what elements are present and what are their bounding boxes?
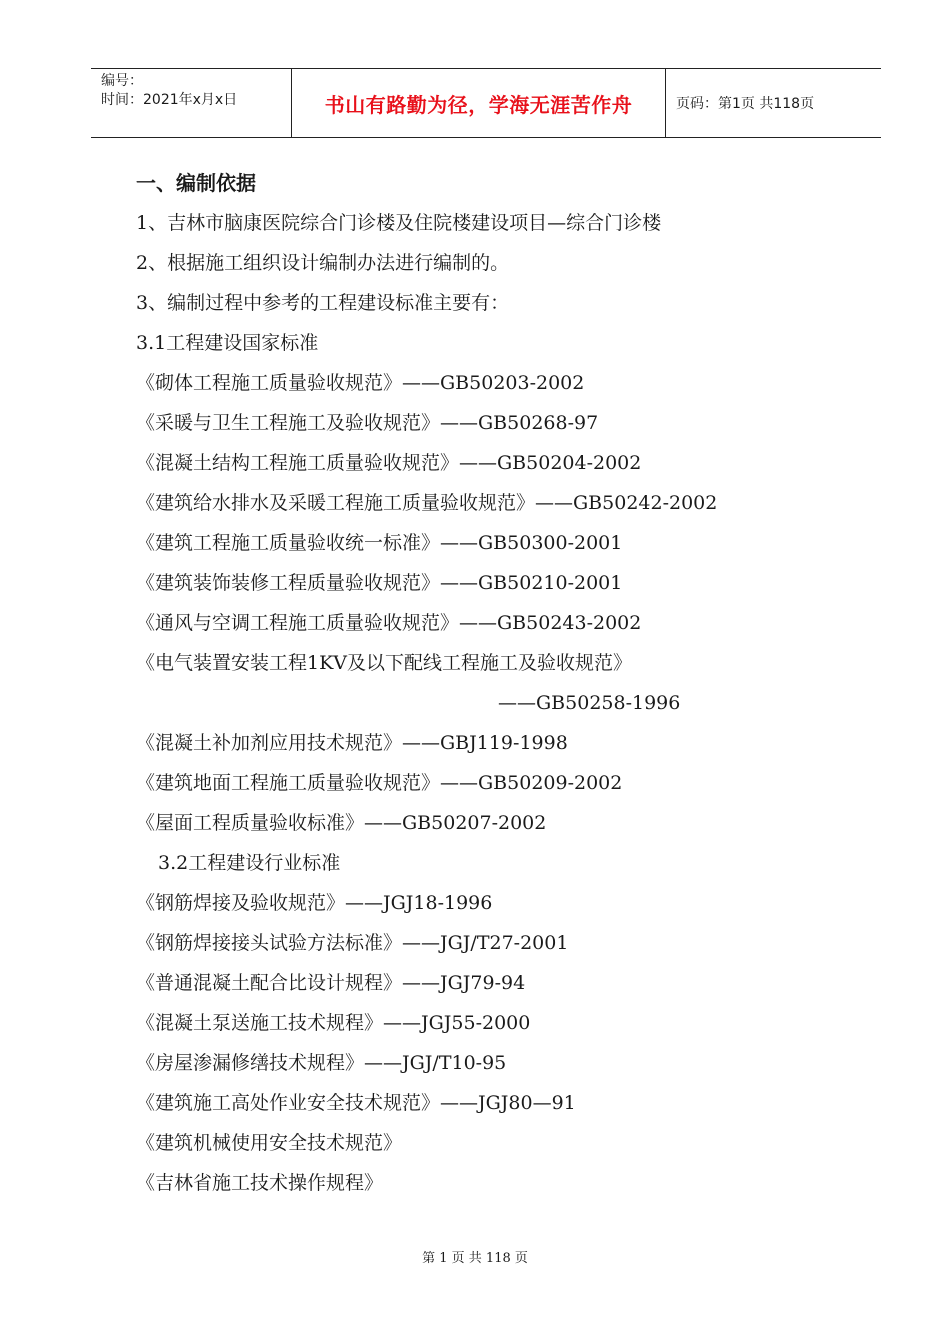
section-title: 一、编制依据 [136,171,256,195]
standard-item: 《房屋渗漏修缮技术规程》——JGJ/T10-95 [136,1052,507,1074]
standard-item-continuation: ——GB50258-1996 [498,692,681,714]
standard-item: 《电气装置安装工程1KV及以下配线工程施工及验收规范》 [136,652,633,674]
standard-item: 《钢筋焊接及验收规范》——JGJ18-1996 [136,892,493,914]
standard-item: 《混凝土补加剂应用技术规范》——GBJ119-1998 [136,732,568,754]
header-page-info: 页码：第1页 共118页 [676,96,815,112]
standard-item: 《建筑机械使用安全技术规范》 [136,1132,403,1154]
standard-item: 《建筑给水排水及采暖工程施工质量验收规范》——GB50242-2002 [136,492,718,514]
list-item: 3、编制过程中参考的工程建设标准主要有： [136,292,510,314]
page-footer: 第 1 页 共 118 页 [422,1251,528,1266]
standard-item: 《屋面工程质量验收标准》——GB50207-2002 [136,812,547,834]
standard-item: 《钢筋焊接接头试验方法标准》——JGJ/T27-2001 [136,932,569,954]
time-label: 时间：2021年x月x日 [101,92,238,108]
standard-item: 《普通混凝土配合比设计规程》——JGJ79-94 [136,972,526,994]
standard-item: 《通风与空调工程施工质量验收规范》——GB50243-2002 [136,612,642,634]
standard-item: 《建筑施工高处作业安全技术规范》——JGJ80—91 [136,1092,576,1114]
list-item: 2、根据施工组织设计编制办法进行编制的。 [136,252,510,274]
subsection-title: 3.2工程建设行业标准 [158,852,341,874]
list-item: 1、吉林市脑康医院综合门诊楼及住院楼建设项目—综合门诊楼 [136,212,662,234]
standard-item: 《建筑地面工程施工质量验收规范》——GB50209-2002 [136,772,623,794]
document-header [91,68,881,138]
standard-item: 《建筑装饰装修工程质量验收规范》——GB50210-2001 [136,572,623,594]
subsection-title: 3.1工程建设国家标准 [136,332,319,354]
standard-item: 《建筑工程施工质量验收统一标准》——GB50300-2001 [136,532,623,554]
number-label: 编号： [101,73,143,89]
standard-item: 《砌体工程施工质量验收规范》——GB50203-2002 [136,372,585,394]
standard-item: 《采暖与卫生工程施工及验收规范》——GB50268-97 [136,412,599,434]
standard-item: 《混凝土结构工程施工质量验收规范》——GB50204-2002 [136,452,642,474]
header-motto: 书山有路勤为径，学海无涯苦作舟 [292,69,666,137]
standard-item: 《混凝土泵送施工技术规程》——JGJ55-2000 [136,1012,531,1034]
standard-item: 《吉林省施工技术操作规程》 [136,1172,384,1194]
header-meta [91,69,292,137]
